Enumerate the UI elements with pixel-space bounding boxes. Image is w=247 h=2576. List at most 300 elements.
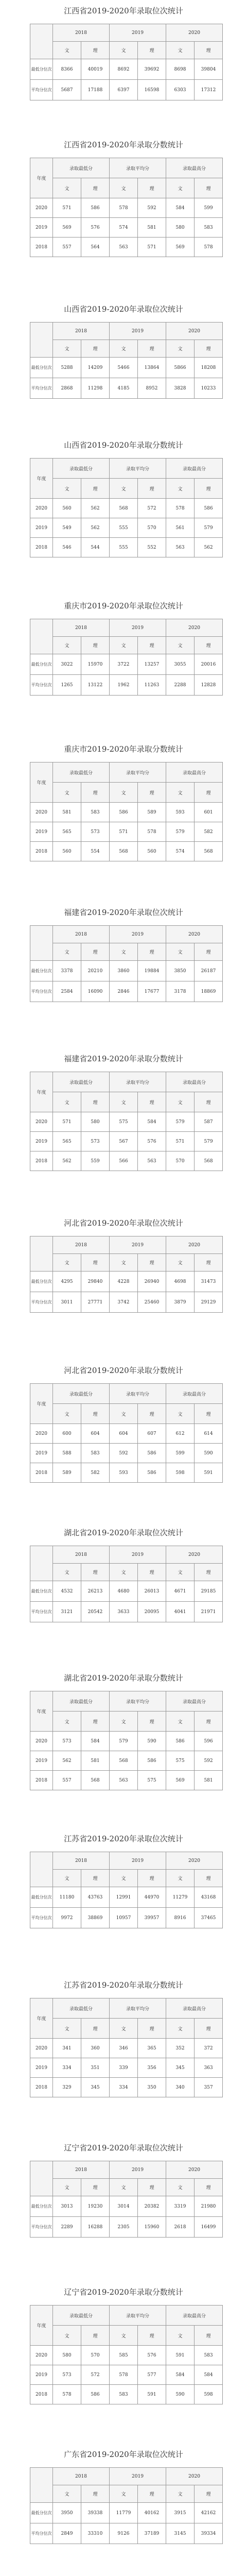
data-cell: 1962: [110, 675, 138, 696]
stats-section: [0, 4, 247, 100]
year-header: 2020: [166, 619, 223, 637]
data-cell: 580: [53, 2346, 81, 2365]
table-row: [30, 59, 223, 80]
year-header: 2020: [166, 1546, 223, 1564]
data-cell: 29185: [195, 1581, 223, 1602]
year-cell: 2018: [30, 842, 53, 861]
year-cell: 2018: [30, 1151, 53, 1171]
data-cell: 3319: [166, 2196, 195, 2217]
table-row: [30, 518, 223, 538]
data-cell: 345: [81, 2078, 110, 2097]
data-cell: 578: [195, 238, 223, 257]
year-cell: 2018: [30, 238, 53, 257]
track-header: 理: [138, 1711, 166, 1732]
group-header: 录取最低分: [53, 1384, 110, 1404]
track-header: 文: [110, 1254, 138, 1272]
header-row: [30, 1072, 223, 1092]
table-row: [30, 198, 223, 218]
header-row: [30, 24, 223, 42]
data-cell: 585: [110, 2346, 138, 2365]
data-cell: 574: [110, 218, 138, 238]
data-cell: 365: [138, 2039, 166, 2058]
year-cell: 2019: [30, 822, 53, 842]
group-header: 录取平均分: [110, 762, 166, 783]
track-header: 理: [195, 2179, 223, 2196]
data-cell: 6303: [166, 80, 195, 100]
year-header: 2019: [110, 1546, 166, 1564]
corner-cell: [30, 1546, 53, 1581]
table-row: [30, 654, 223, 675]
stats-section: [0, 1978, 247, 2097]
table-row: [30, 2078, 223, 2097]
track-header: 文: [110, 2179, 138, 2196]
group-header: 录取最高分: [166, 1384, 223, 1404]
table-row: [30, 2196, 223, 2217]
data-cell: 572: [81, 2365, 110, 2385]
data-cell: 20382: [138, 2196, 166, 2217]
year-cell: 2018: [30, 2385, 53, 2404]
year-header: 2019: [110, 619, 166, 637]
row-label: 最低分位次: [30, 1272, 53, 1292]
track-header: 文: [166, 2326, 195, 2346]
rank-table: [30, 2161, 223, 2238]
data-cell: 582: [81, 1463, 110, 1483]
data-cell: 26013: [138, 1581, 166, 1602]
data-cell: 39334: [195, 2523, 223, 2544]
data-cell: 580: [81, 1112, 110, 1132]
data-cell: 4295: [53, 1272, 81, 1292]
data-cell: 555: [110, 518, 138, 538]
track-header: 理: [81, 2485, 110, 2503]
year-header: 2018: [53, 1546, 110, 1564]
data-cell: 5687: [53, 80, 81, 100]
track-header: 理: [195, 1564, 223, 1581]
track-header: 文: [53, 1092, 81, 1112]
data-cell: 2584: [53, 981, 81, 1002]
year-header: 2019: [110, 2161, 166, 2179]
data-cell: 17188: [81, 80, 110, 100]
stats-section: [0, 438, 247, 557]
year-header: 2018: [53, 1852, 110, 1870]
track-header: 文: [166, 2485, 195, 2503]
data-cell: 352: [166, 2039, 195, 2058]
data-cell: 586: [166, 1732, 195, 1751]
rank-table: [30, 24, 223, 100]
table-row: [30, 1151, 223, 1171]
data-cell: 3055: [166, 654, 195, 675]
data-cell: 20095: [138, 1602, 166, 1622]
data-cell: 579: [166, 822, 195, 842]
group-header: 录取最高分: [166, 459, 223, 479]
year-header: 2019: [110, 24, 166, 42]
corner-cell: [30, 926, 53, 961]
year-cell: 2018: [30, 2078, 53, 2097]
section-title: 江苏省2019-2020年录取分数统计: [64, 1980, 183, 1990]
data-cell: 583: [195, 2346, 223, 2365]
header-row: [30, 1236, 223, 1254]
data-cell: 571: [53, 1112, 81, 1132]
score-table: [30, 1998, 223, 2097]
track-header: 理: [195, 1092, 223, 1112]
data-cell: 8366: [53, 59, 81, 80]
data-cell: 8916: [166, 1908, 195, 1928]
data-cell: 2618: [166, 2217, 195, 2238]
track-header: 文: [53, 479, 81, 499]
track-header: 文: [110, 340, 138, 358]
data-cell: 573: [81, 1132, 110, 1151]
data-cell: 12828: [195, 675, 223, 696]
track-header: 文: [166, 1711, 195, 1732]
data-cell: 575: [110, 1112, 138, 1132]
track-header: 文: [53, 1404, 81, 1424]
data-cell: 601: [195, 803, 223, 822]
data-cell: 356: [138, 2058, 166, 2078]
row-label: 平均分位次: [30, 1602, 53, 1622]
table-row: [30, 1272, 223, 1292]
table-row: [30, 1292, 223, 1313]
data-cell: 573: [81, 822, 110, 842]
rank-table: [30, 322, 223, 399]
track-header: 理: [81, 2179, 110, 2196]
track-header: 文: [53, 178, 81, 198]
data-cell: 11180: [53, 1887, 81, 1908]
data-cell: 14209: [81, 358, 110, 378]
data-cell: 3178: [166, 981, 195, 1002]
group-header: 录取最高分: [166, 1072, 223, 1092]
data-cell: 568: [110, 499, 138, 518]
table-row: [30, 499, 223, 518]
year-header: 2019: [110, 323, 166, 340]
data-cell: 16288: [81, 2217, 110, 2238]
data-cell: 3860: [110, 961, 138, 981]
data-cell: 583: [81, 803, 110, 822]
row-label: 平均分位次: [30, 2523, 53, 2544]
year-cell: 2019: [30, 2365, 53, 2385]
table-row: [30, 2346, 223, 2365]
data-cell: 570: [138, 518, 166, 538]
year-cell: 2020: [30, 1424, 53, 1444]
track-header: 理: [81, 943, 110, 961]
track-header: 文: [110, 943, 138, 961]
data-cell: 579: [166, 1112, 195, 1132]
data-cell: 20016: [195, 654, 223, 675]
data-cell: 577: [138, 2365, 166, 2385]
group-header: 录取平均分: [110, 459, 166, 479]
year-cell: 2020: [30, 1112, 53, 1132]
data-cell: 11779: [110, 2503, 138, 2523]
track-header: 文: [166, 1092, 195, 1112]
track-header: 文: [53, 1870, 81, 1887]
subheader-row: [30, 1092, 223, 1112]
data-cell: 2289: [53, 2217, 81, 2238]
data-cell: 555: [110, 538, 138, 557]
data-cell: 334: [110, 2078, 138, 2097]
score-table: [30, 1691, 223, 1790]
data-cell: 562: [53, 1751, 81, 1771]
track-header: 理: [81, 42, 110, 59]
table-row: [30, 1444, 223, 1463]
track-header: 文: [110, 42, 138, 59]
table-row: [30, 822, 223, 842]
data-cell: 21980: [195, 2196, 223, 2217]
data-cell: 4185: [110, 378, 138, 399]
data-cell: 6397: [110, 80, 138, 100]
section-title: 重庆市2019-2020年录取分数统计: [64, 744, 183, 754]
row-label: 平均分位次: [30, 378, 53, 399]
data-cell: 3742: [110, 1292, 138, 1313]
data-cell: 563: [166, 538, 195, 557]
row-label: 平均分位次: [30, 1908, 53, 1928]
track-header: 文: [166, 340, 195, 358]
data-cell: 563: [110, 1771, 138, 1790]
year-cell: 2018: [30, 538, 53, 557]
data-cell: 569: [53, 218, 81, 238]
data-cell: 578: [166, 499, 195, 518]
subheader-row: [30, 340, 223, 358]
row-label: 平均分位次: [30, 981, 53, 1002]
stats-section: [0, 2448, 247, 2544]
track-header: 理: [81, 1870, 110, 1887]
subheader-row: [30, 2326, 223, 2346]
data-cell: 586: [81, 2385, 110, 2404]
table-row: [30, 2503, 223, 2523]
data-cell: 4671: [166, 1581, 195, 1602]
subheader-row: [30, 2179, 223, 2196]
track-header: 理: [195, 479, 223, 499]
data-cell: 38869: [81, 1908, 110, 1928]
data-cell: 3145: [166, 2523, 195, 2544]
corner-cell: [30, 323, 53, 358]
data-cell: 554: [81, 842, 110, 861]
table-row: [30, 378, 223, 399]
group-header: 录取最低分: [53, 762, 110, 783]
group-header: 录取平均分: [110, 1998, 166, 2019]
data-cell: 562: [53, 1151, 81, 1171]
track-header: 文: [110, 2019, 138, 2039]
track-header: 理: [138, 178, 166, 198]
data-cell: 614: [195, 1424, 223, 1444]
track-header: 理: [138, 2326, 166, 2346]
data-cell: 360: [81, 2039, 110, 2058]
stats-section: [0, 1216, 247, 1313]
table-row: [30, 80, 223, 100]
data-cell: 581: [195, 1771, 223, 1790]
table-row: [30, 1581, 223, 1602]
data-cell: 592: [110, 1444, 138, 1463]
group-header: 录取最高分: [166, 2306, 223, 2326]
data-cell: 571: [166, 1132, 195, 1151]
data-cell: 19230: [81, 2196, 110, 2217]
track-header: 理: [195, 178, 223, 198]
data-cell: 565: [53, 1132, 81, 1151]
header-row: [30, 1691, 223, 1711]
table-row: [30, 842, 223, 861]
track-header: 文: [110, 1092, 138, 1112]
track-header: 文: [53, 943, 81, 961]
data-cell: 586: [195, 499, 223, 518]
track-header: 文: [110, 479, 138, 499]
data-cell: 40019: [81, 59, 110, 80]
track-header: 理: [81, 2326, 110, 2346]
data-cell: 339: [110, 2058, 138, 2078]
data-cell: 569: [166, 238, 195, 257]
data-cell: 562: [81, 499, 110, 518]
row-label: 最低分位次: [30, 59, 53, 80]
track-header: 理: [195, 1404, 223, 1424]
subheader-row: [30, 1711, 223, 1732]
data-cell: 599: [166, 1444, 195, 1463]
table-row: [30, 1424, 223, 1444]
data-cell: 590: [195, 1444, 223, 1463]
header-row: [30, 459, 223, 479]
group-header: 录取最低分: [53, 1691, 110, 1711]
section-title: 重庆市2019-2020年录取位次统计: [64, 601, 183, 611]
data-cell: 591: [166, 2346, 195, 2365]
section-title: 湖北省2019-2020年录取位次统计: [64, 1528, 183, 1537]
data-cell: 25460: [138, 1292, 166, 1313]
table-row: [30, 1112, 223, 1132]
data-cell: 575: [138, 1771, 166, 1790]
subheader-row: [30, 2019, 223, 2039]
track-header: 文: [166, 1404, 195, 1424]
table-row: [30, 2217, 223, 2238]
data-cell: 584: [195, 2365, 223, 2385]
row-label: 平均分位次: [30, 1292, 53, 1313]
year-header: 2019: [110, 1236, 166, 1254]
group-header: 录取最高分: [166, 762, 223, 783]
stats-section: [0, 1832, 247, 1928]
data-cell: 568: [81, 1771, 110, 1790]
data-cell: 570: [166, 1151, 195, 1171]
data-cell: 586: [81, 198, 110, 218]
data-cell: 341: [53, 2039, 81, 2058]
data-cell: 546: [53, 538, 81, 557]
subheader-row: [30, 1404, 223, 1424]
year-header: 2020: [166, 1236, 223, 1254]
data-cell: 19884: [138, 961, 166, 981]
track-header: 理: [138, 479, 166, 499]
table-row: [30, 1751, 223, 1771]
year-column-header: 年度: [30, 1072, 53, 1112]
table-row: [30, 1771, 223, 1790]
track-header: 文: [110, 1404, 138, 1424]
data-cell: 604: [110, 1424, 138, 1444]
track-header: 理: [195, 2019, 223, 2039]
row-label: 最低分位次: [30, 1887, 53, 1908]
data-cell: 29129: [195, 1292, 223, 1313]
track-header: 文: [166, 637, 195, 654]
year-column-header: 年度: [30, 762, 53, 803]
table-row: [30, 961, 223, 981]
table-row: [30, 1463, 223, 1483]
data-cell: 13864: [138, 358, 166, 378]
data-cell: 592: [138, 198, 166, 218]
year-cell: 2020: [30, 499, 53, 518]
data-cell: 3633: [110, 1602, 138, 1622]
track-header: 理: [138, 42, 166, 59]
year-header: 2018: [53, 619, 110, 637]
year-header: 2018: [53, 1236, 110, 1254]
data-cell: 2305: [110, 2217, 138, 2238]
row-label: 最低分位次: [30, 2503, 53, 2523]
data-cell: 17312: [195, 80, 223, 100]
data-cell: 544: [81, 538, 110, 557]
data-cell: 583: [81, 1444, 110, 1463]
track-header: 理: [138, 1254, 166, 1272]
track-header: 文: [166, 1254, 195, 1272]
section-title: 辽宁省2019-2020年录取位次统计: [64, 2143, 183, 2153]
score-table: [30, 762, 223, 861]
data-cell: 345: [166, 2058, 195, 2078]
table-row: [30, 2058, 223, 2078]
data-cell: 612: [166, 1424, 195, 1444]
header-row: [30, 762, 223, 783]
data-cell: 16090: [81, 981, 110, 1002]
data-cell: 568: [110, 842, 138, 861]
track-header: 理: [81, 1404, 110, 1424]
data-cell: 18208: [195, 358, 223, 378]
year-header: 2018: [53, 24, 110, 42]
track-header: 文: [166, 943, 195, 961]
data-cell: 587: [195, 1112, 223, 1132]
data-cell: 562: [81, 518, 110, 538]
track-header: 理: [138, 637, 166, 654]
section-title: 河北省2019-2020年录取位次统计: [64, 1218, 183, 1228]
group-header: 录取最高分: [166, 1998, 223, 2019]
group-header: 录取平均分: [110, 1691, 166, 1711]
header-row: [30, 619, 223, 637]
data-cell: 27771: [81, 1292, 110, 1313]
year-cell: 2019: [30, 218, 53, 238]
track-header: 理: [81, 1564, 110, 1581]
data-cell: 12991: [110, 1887, 138, 1908]
track-header: 理: [138, 1564, 166, 1581]
data-cell: 3850: [166, 961, 195, 981]
stats-section: [0, 1052, 247, 1171]
data-cell: 3378: [53, 961, 81, 981]
year-cell: 2020: [30, 198, 53, 218]
header-row: [30, 926, 223, 943]
data-cell: 560: [53, 842, 81, 861]
data-cell: 586: [138, 1444, 166, 1463]
data-cell: 3950: [53, 2503, 81, 2523]
data-cell: 15960: [138, 2217, 166, 2238]
year-cell: 2020: [30, 803, 53, 822]
data-cell: 565: [53, 822, 81, 842]
group-header: 录取最低分: [53, 2306, 110, 2326]
row-label: 最低分位次: [30, 358, 53, 378]
year-column-header: 年度: [30, 158, 53, 198]
track-header: 理: [195, 42, 223, 59]
track-header: 文: [53, 2485, 81, 2503]
data-cell: 26187: [195, 961, 223, 981]
track-header: 理: [138, 1870, 166, 1887]
track-header: 理: [195, 1870, 223, 1887]
data-cell: 3022: [53, 654, 81, 675]
table-row: [30, 1132, 223, 1151]
data-cell: 589: [53, 1463, 81, 1483]
table-row: [30, 538, 223, 557]
year-header: 2020: [166, 24, 223, 42]
data-cell: 573: [53, 1732, 81, 1751]
data-cell: 37465: [195, 1908, 223, 1928]
year-header: 2020: [166, 1852, 223, 1870]
stats-section: [0, 1364, 247, 1483]
data-cell: 3121: [53, 1602, 81, 1622]
track-header: 文: [166, 178, 195, 198]
row-label: 最低分位次: [30, 654, 53, 675]
year-header: 2020: [166, 323, 223, 340]
